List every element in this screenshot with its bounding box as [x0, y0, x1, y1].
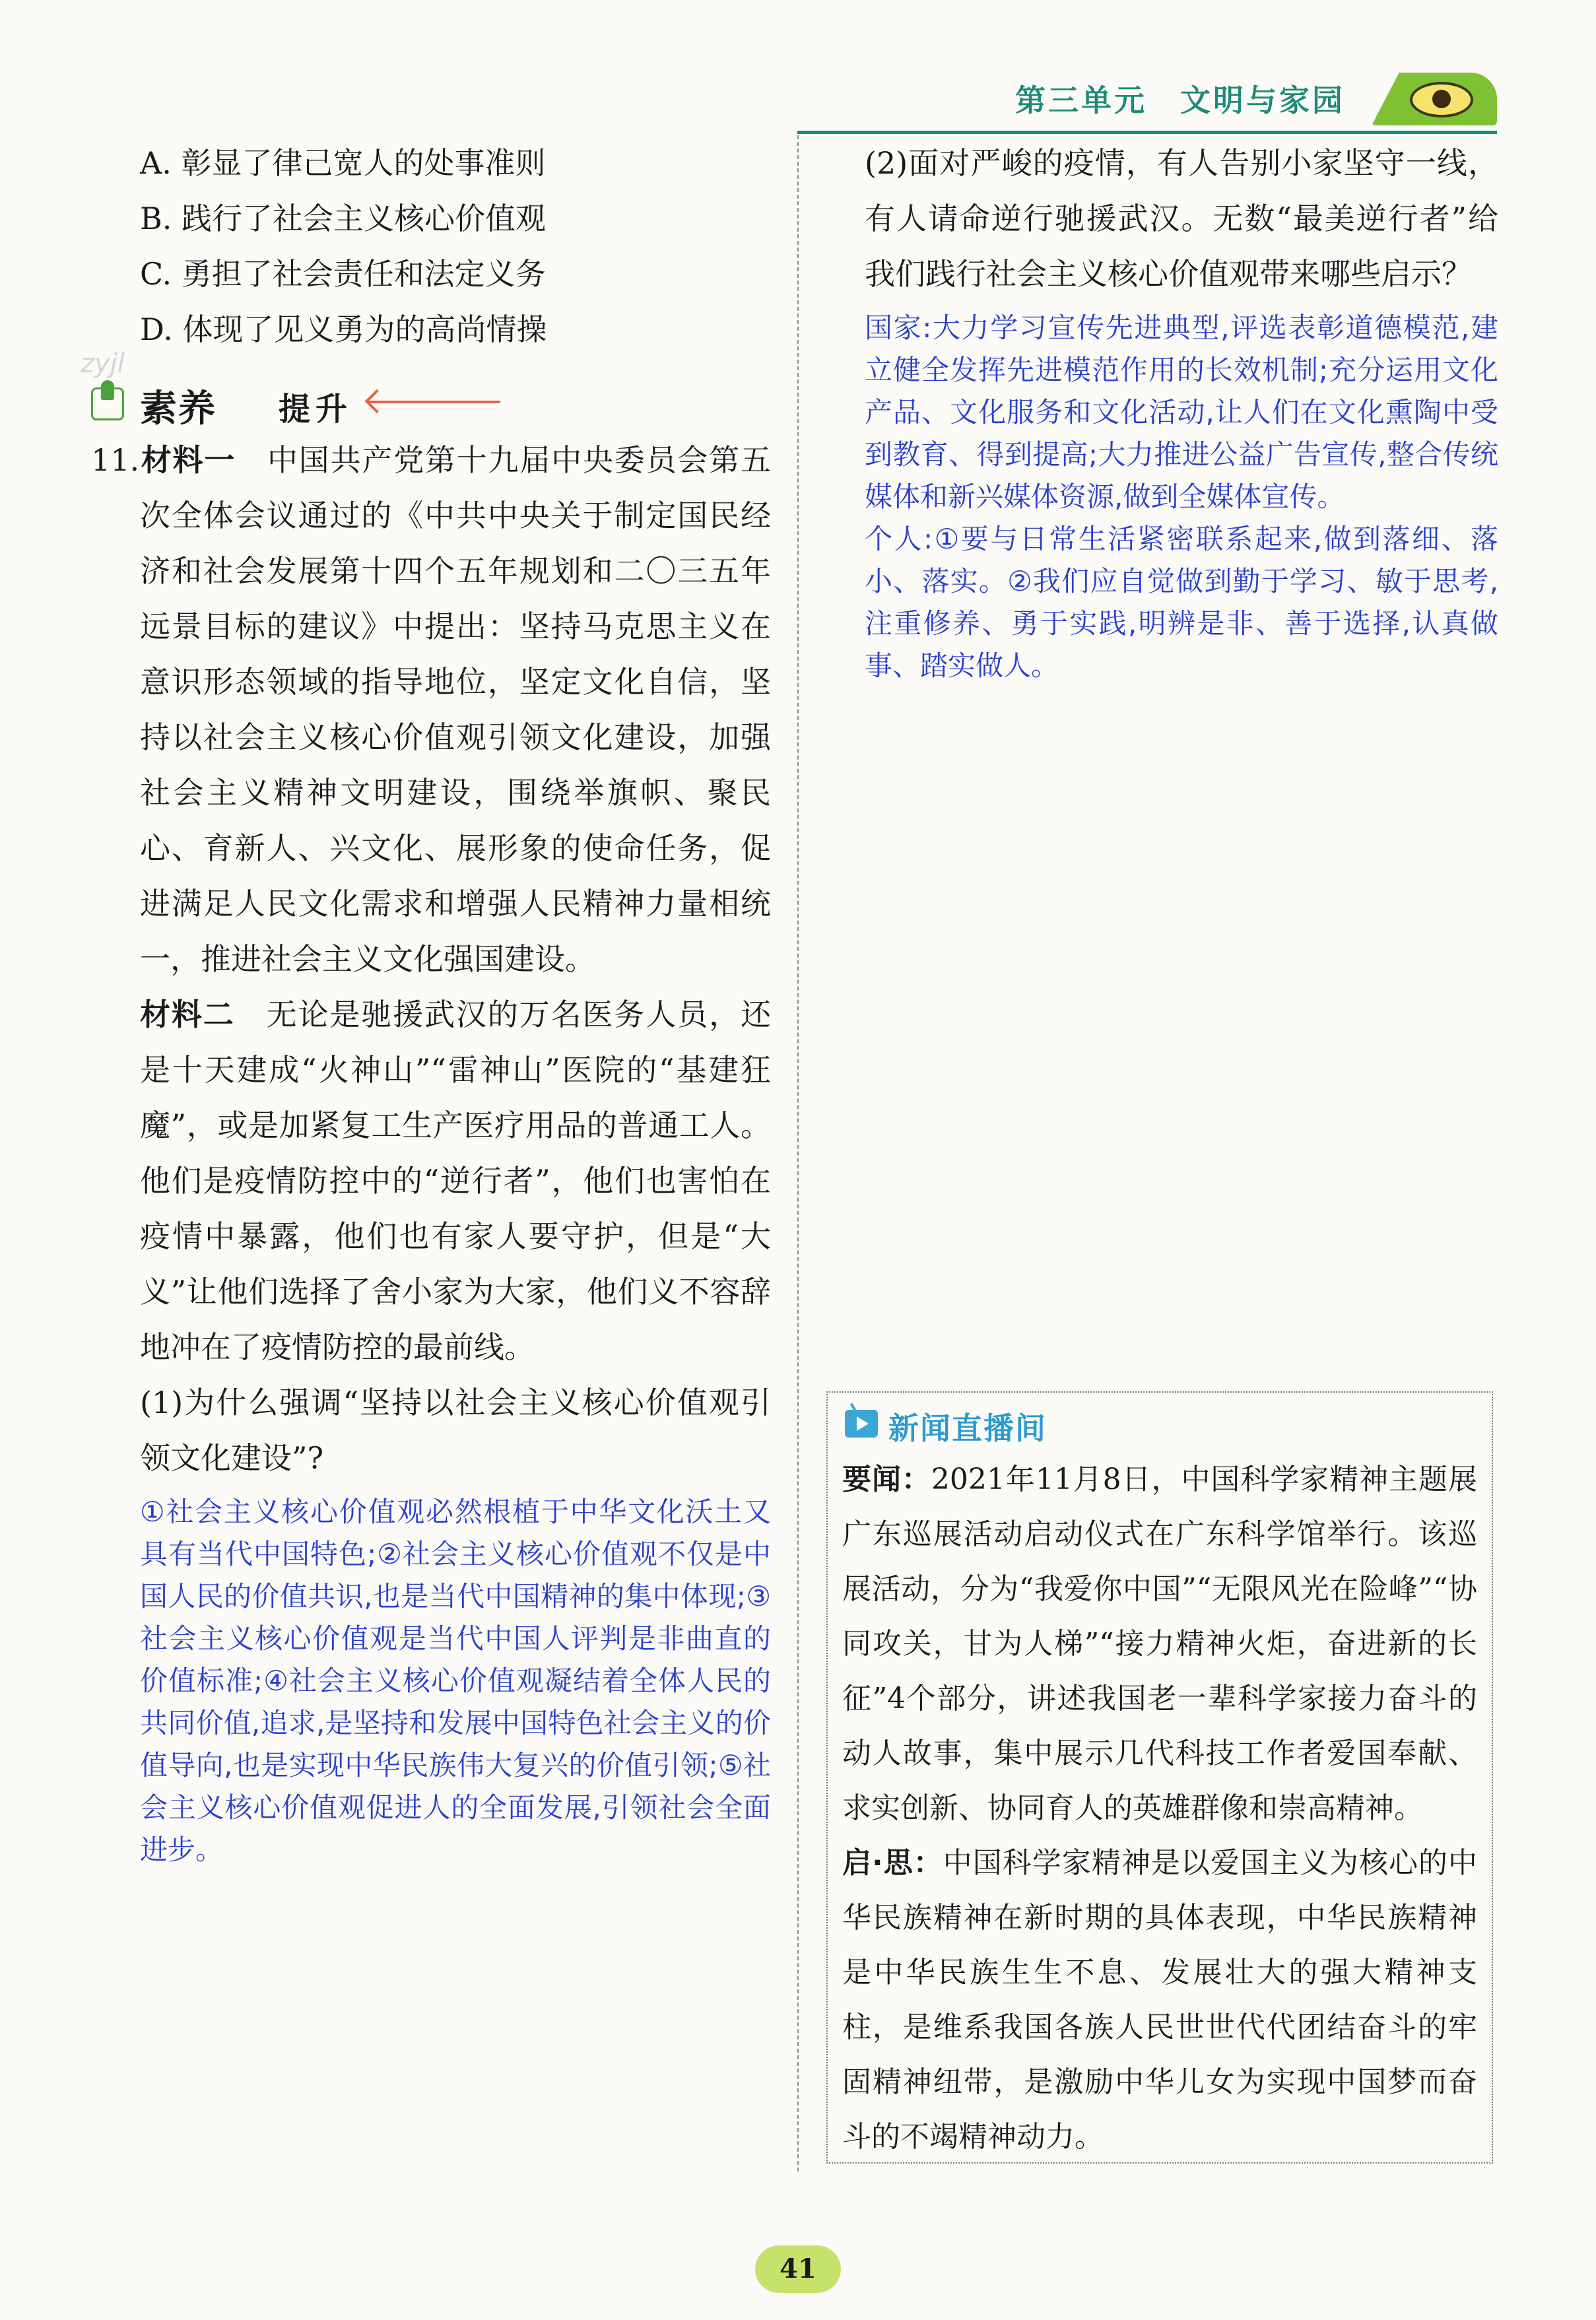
right-column — [865, 135, 1498, 687]
option-b: B. 践行了社会主义核心价值观 — [140, 201, 547, 236]
news-title: 新闻直播间 — [888, 1410, 1047, 1446]
option-a: A. 彰显了律己宽人的处事准则 — [140, 145, 546, 181]
sub-answer-2-personal: 个人:①要与日常生活紧密联系起来,做到落细、落小、落实。②我们应自觉做到勤于学习、敏于思考,注重修养、勇于实践,明辨是非、善于选择,认真做事、踏实做人。 — [865, 523, 1498, 682]
material-1-label: 材料一 — [140, 442, 236, 478]
watermark: zyjl — [81, 348, 125, 379]
arrow-icon — [368, 401, 500, 415]
news-item-2 — [842, 1836, 1477, 2164]
material-2-label: 材料二 — [140, 997, 235, 1032]
news-item-1 — [842, 1452, 1477, 1836]
section-heading — [91, 360, 771, 432]
news-text-2: 中国科学家精神是以爱国主义为核心的中华民族精神在新时期的具体表现，中华民族精神是中华民族生生不息、发展壮大的强大精神支柱，是维系我国各族人民世世代代团结奋斗的牢固精神纽带，是激励中华儿女为实现中国梦而奋斗的不竭精神动力。 — [842, 1846, 1478, 2154]
section-main-label: 素养 — [140, 387, 216, 430]
news-label-1: 要闻： — [842, 1463, 931, 1496]
material-2 — [140, 987, 771, 1375]
eye-logo-icon — [1410, 82, 1473, 117]
question-11 — [91, 432, 771, 1871]
header-badge — [1372, 73, 1497, 125]
news-label-2: 启·思： — [842, 1846, 943, 1880]
unit-header — [797, 67, 1497, 134]
page-number: 41 — [755, 2245, 841, 2293]
unit-title: 第三单元 文明与家园 — [1015, 83, 1345, 118]
sub-answer-2-country: 国家:大力学习宣传先进典型,评选表彰道德模范,建立健全发挥先进模范作用的长效机制;充分运用文化产品、文化服务和文化活动,让人们在文化熏陶中受到教育、得到提高;大力推进公益广告宣传,整合传统媒体和新兴媒体资源,做到全媒体宣传。 — [865, 312, 1498, 513]
sub-question-2: (2)面对严峻的疫情，有人告别小家坚守一线，有人请命逆行驰援武汉。无数“最美逆行者”给我们践行社会主义核心价值观带来哪些启示？ — [865, 145, 1498, 292]
news-box — [826, 1391, 1493, 2164]
column-divider — [797, 135, 799, 2171]
section-sub-label: 提升 — [279, 391, 353, 428]
material-1-text: 中国共产党第十九届中央委员会第五次全体会议通过的《中共中央关于制定国民经济和社会发展第十四个五年规划和二〇三五年远景目标的建议》中提出：坚持马克思主义在意识形态领域的指导地位，坚定文化自信，坚持以社会主义核心价值观引领文化建设，加强社会主义精神文明建设，围绕举旗帜、聚民心、育新人、兴文化、展形象的使命任务，促进满足人民文化需求和增强人民精神力量相统一，推进社会主义文化强国建设。 — [140, 442, 772, 977]
question-number: 11. — [91, 442, 140, 478]
news-text-1: 2021年11月8日，中国科学家精神主题展广东巡展活动启动仪式在广东科学馆举行。该巡展活动，分为“我爱你中国”“无限风光在险峰”“协同攻关，甘为人梯”“接力精神火炬，奋进新的长征”4个部分，讲述我国老一辈科学家接力奋斗的动人故事，集中展示几代科技工作者爱国奉献、求实创新、协同育人的英雄群像和崇高精神。 — [842, 1463, 1478, 1825]
sub-answer-1: ①社会主义核心价值观必然根植于中华文化沃土又具有当代中国特色;②社会主义核心价值观不仅是中国人民的价值共识,也是当代中国精神的集中体现;③社会主义核心价值观是当代中国人评判是非曲直的价值标准;④社会主义核心价值观凝结着全体人民的共同价值,追求,是坚持和发展中国特色社会主义的价值导向,也是实现中华民族伟大复兴的价值引领;⑤社会主义核心价值观促进人的全面发展,引领社会全面进步。 — [140, 1496, 771, 1866]
material-1 — [91, 432, 772, 987]
tv-icon — [845, 1410, 878, 1438]
option-c: C. 勇担了社会责任和法定义务 — [140, 256, 546, 292]
material-2-text: 无论是驰援武汉的万名医务人员，还是十天建成“火神山”“雷神山”医院的“基建狂魔”，或是加紧复工生产医疗用品的普通工人。他们是疫情防控中的“逆行者”，他们也害怕在疫情中暴露，他们也有家人要守护，但是“大义”让他们选择了舍小家为大家，他们义不容辞地冲在了疫情防控的最前线。 — [140, 997, 772, 1365]
option-d: D. 体现了见义勇为的高尚情操 — [140, 312, 547, 347]
left-column — [91, 135, 771, 1871]
sub-question-1: (1)为什么强调“坚持以社会主义核心价值观引领文化建设”? — [140, 1385, 771, 1476]
news-header — [842, 1397, 1477, 1452]
flask-icon — [91, 387, 124, 420]
